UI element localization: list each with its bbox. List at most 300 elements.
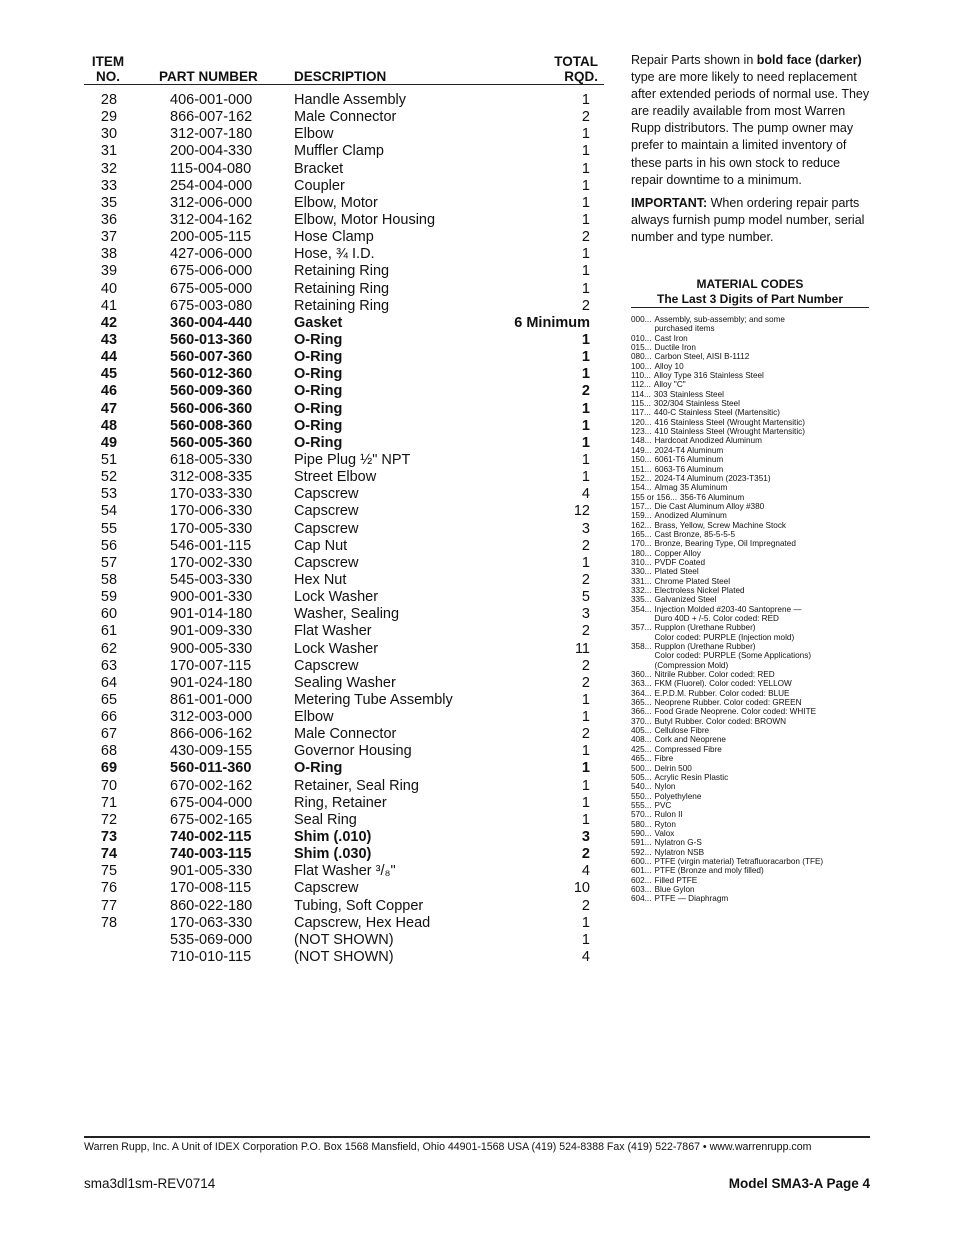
parts-table-body [84,92,604,966]
quantity: 3 [581,829,590,846]
table-row [84,898,604,915]
item-number: 30 [100,126,118,143]
item-number: 53 [100,486,118,503]
quantity: 1 [581,143,590,160]
material-code-entry [631,885,869,894]
material-description-line: PTFE — Diaphragm [654,894,729,904]
table-row [84,863,604,880]
item-number: 65 [100,691,118,708]
material-description-line: Color coded: PURPLE (Injection mold) [654,632,795,642]
material-description [652,698,802,707]
material-code-entry [631,642,869,670]
quantity: 1 [581,451,590,468]
quantity: 1 [581,400,590,417]
table-row [84,795,604,812]
material-code: 365... [631,698,652,708]
part-number: 200-004-330 [170,143,253,160]
material-code: 604... [631,894,652,904]
quantity: 1 [581,554,590,571]
item-number: 56 [100,537,118,554]
material-description-line: 440-C Stainless Steel (Martensitic) [653,408,780,418]
table-row [84,246,604,263]
description: Retaining Ring [294,297,390,314]
material-description [652,773,729,782]
material-code: 330... [631,567,652,577]
table-row [84,229,604,246]
item-number: 52 [100,469,118,486]
quantity: 1 [581,194,590,211]
material-description-line: PVDF Coated [654,557,706,567]
part-number: 901-005-330 [170,863,253,880]
table-row [84,332,604,349]
material-description [652,829,675,838]
item-number: 72 [100,811,118,828]
quantity: 1 [581,469,590,486]
material-code-entry [631,577,869,586]
material-description [652,577,731,586]
part-number: 900-001-330 [170,589,253,606]
quantity: 1 [581,349,590,366]
table-row [84,743,604,760]
quantity: 1 [581,366,590,383]
material-code: 115... [631,399,651,409]
item-number: 64 [100,674,118,691]
item-number: 48 [100,417,118,434]
material-description [652,801,672,810]
material-description-line: Nylatron NSB [654,847,705,857]
description: O-Ring [294,349,343,366]
material-code-entry [631,474,869,483]
part-number: 710-010-115 [170,949,252,966]
material-description-line: Carbon Steel, AISI B-1112 [654,352,750,362]
material-code: 000... [631,315,652,324]
material-code: 550... [631,791,652,801]
item-number: 70 [100,777,118,794]
material-description-line: Filled PTFE [654,875,698,885]
material-description-line: PTFE (Bronze and moly filled) [654,866,764,876]
item-number: 45 [100,366,118,383]
table-row [84,452,604,469]
material-description [652,605,802,624]
quantity: 1 [581,177,590,194]
part-number: 618-005-330 [170,451,253,468]
repair-notes [631,52,871,252]
material-description [652,455,724,464]
material-description-line: Butyl Rubber. Color coded: BROWN [654,716,787,726]
description: Elbow, Motor [294,194,378,211]
material-description-line: Nitrile Rubber. Color coded: RED [654,670,775,680]
part-number: 430-009-155 [170,743,253,760]
item-number: 54 [100,503,118,520]
part-number: 866-007-162 [170,109,253,126]
part-number: 560-009-360 [170,383,253,400]
description: Retainer, Seal Ring [294,777,419,794]
part-number: 866-006-162 [170,726,253,743]
material-codes-list [631,315,869,904]
table-row [84,469,604,486]
material-description [652,539,796,548]
material-description-line: Alloy "C" [653,380,686,390]
material-code-entry [631,698,869,707]
item-number: 59 [100,589,118,606]
material-codes-subtitle: The Last 3 Digits of Part Number [631,292,869,308]
quantity: 11 [574,640,590,657]
part-number: 312-004-162 [170,211,253,228]
description: Hose, ¾ I.D. [294,246,375,263]
item-number: 76 [100,880,118,897]
item-number: 51 [100,451,118,468]
part-number: 546-001-115 [170,537,252,554]
parts-list [84,52,604,966]
material-description-line: PTFE (virgin material) Tetrafluoracarbon (TFE) [654,856,824,866]
description: Capscrew [294,880,359,897]
material-description [652,866,764,875]
material-code: 591... [631,838,652,848]
quantity: 1 [581,743,590,760]
table-row [84,589,604,606]
material-description [651,380,686,389]
description: Male Connector [294,726,397,743]
material-description-line: purchased items [654,324,715,334]
item-number: 61 [100,623,118,640]
material-code: 117... [631,408,651,418]
material-description-line: Die Cast Aluminum Alloy #380 [654,501,765,511]
part-number: 560-006-360 [170,400,253,417]
material-description-line: 2024-T4 Aluminum [654,445,724,455]
table-row [84,932,604,949]
quantity: 2 [581,846,590,863]
material-description-line: Duro 40D + /-5. Color coded: RED [654,614,779,623]
part-number: 170-033-330 [170,486,253,503]
material-description [651,408,780,417]
material-code-entry [631,726,869,735]
table-row [84,726,604,743]
quantity: 2 [581,109,590,126]
item-number: 46 [100,383,118,400]
header-description: DESCRIPTION [294,69,387,84]
part-number: 427-006-000 [170,246,253,263]
part-number: 406-001-000 [170,92,253,108]
material-description-line: Alloy Type 316 Stainless Steel [653,371,764,381]
material-code: 010... [631,333,652,343]
part-number: 560-011-360 [170,760,252,777]
quantity: 1 [581,434,590,451]
material-description [652,362,684,371]
material-code: 148... [631,436,652,446]
item-number: 32 [100,160,118,177]
material-code: 015... [631,343,652,353]
material-description [677,493,744,502]
table-row [84,143,604,160]
material-description [652,483,728,492]
material-code-entry [631,894,869,903]
material-code-entry [631,857,869,866]
table-row [84,675,604,692]
description: Coupler [294,177,345,194]
quantity: 1 [581,92,590,108]
material-description [652,623,795,642]
material-description-line: 302/304 Stainless Steel [653,399,740,409]
company-address: Warren Rupp, Inc. A Unit of IDEX Corporation P.O. Box 1568 Mansfield, Ohio 44901-1568 USA (419) 524-8388 Fax (419) 522-7867 • www.warrenrupp.com [84,1141,812,1153]
description: Governor Housing [294,743,412,760]
description: Capscrew [294,503,359,520]
material-description [652,436,762,445]
material-description-line: Hardcoat Anodized Aluminum [654,436,762,446]
material-code: 152... [631,473,652,483]
material-code: 180... [631,548,652,558]
part-number: 170-007-115 [170,657,252,674]
material-description-line: Brass, Yellow, Screw Machine Stock [654,520,787,530]
part-number: 254-004-000 [170,177,253,194]
part-number: 170-005-330 [170,520,253,537]
document-id: sma3dl1sm-REV0714 [84,1176,216,1191]
material-description [652,810,683,819]
material-code: 357... [631,623,652,633]
material-code-entry [631,343,869,352]
item-number: 57 [100,554,118,571]
material-description [652,838,702,847]
part-number: 675-004-000 [170,794,253,811]
item-number: 68 [100,743,118,760]
material-code: 370... [631,716,652,726]
material-code: 366... [631,707,652,717]
description: O-Ring [294,417,343,434]
table-row [84,486,604,503]
part-number: 675-006-000 [170,263,253,280]
part-number: 675-003-080 [170,297,253,314]
part-number: 312-003-000 [170,709,253,726]
material-code-entry [631,549,869,558]
item-number: 38 [100,246,118,263]
material-description [652,315,785,334]
material-code: 335... [631,595,652,605]
item-number: 77 [100,897,118,914]
material-description-line: Color coded: PURPLE (Some Applications) [654,651,812,661]
material-description-line: Fibre [654,754,674,764]
material-description-line: Bronze, Bearing Type, Oil Impregnated [654,539,796,549]
material-code: 331... [631,576,652,586]
material-code: 080... [631,352,652,362]
material-code: 405... [631,726,652,736]
material-description [651,399,740,408]
description: Cap Nut [294,537,348,554]
material-code-entry [631,810,869,819]
header-total-required: TOTAL RQD. [554,54,598,84]
material-description-line: 356-T6 Aluminum [679,492,745,502]
material-code-entry [631,399,869,408]
table-row [84,212,604,229]
table-row [84,126,604,143]
material-code: 408... [631,735,652,745]
material-code: 157... [631,501,652,511]
material-code: 600... [631,856,652,866]
item-number: 66 [100,709,118,726]
material-description [652,642,812,670]
material-description-line: Cellulose Fibre [654,726,710,736]
description: Male Connector [294,109,397,126]
material-description-line: Nylon [654,782,676,792]
material-code-entry [631,848,869,857]
description: Gasket [294,314,343,331]
part-number: 560-005-360 [170,434,253,451]
material-description [652,502,765,511]
material-description [652,446,724,455]
quantity: 1 [581,126,590,143]
description: O-Ring [294,366,343,383]
table-row [84,555,604,572]
material-description [652,745,722,754]
table-row [84,915,604,932]
material-description [652,707,817,716]
material-code: 151... [631,464,652,474]
part-number: 170-006-330 [170,503,253,520]
parts-table-header [84,52,604,85]
material-code: 332... [631,585,652,595]
material-code-entry [631,352,869,361]
table-row [84,641,604,658]
part-number: 170-063-330 [170,914,253,931]
material-code: 120... [631,417,652,427]
description: Lock Washer [294,589,379,606]
table-row [84,383,604,400]
material-code-entry [631,418,869,427]
description: Elbow, Motor Housing [294,211,436,228]
part-number: 560-008-360 [170,417,253,434]
part-number: 901-009-330 [170,623,253,640]
material-description-line: Rupplon (Urethane Rubber) [654,623,756,633]
material-code-entry [631,735,869,744]
table-row [84,195,604,212]
material-description-line: Acrylic Resin Plastic [654,772,729,782]
material-code-entry [631,829,869,838]
part-number: 535-069-000 [170,931,253,948]
material-description-line: Assembly, sub-assembly; and some [654,315,785,324]
part-number: 170-002-330 [170,554,253,571]
quantity: 2 [581,674,590,691]
part-number: 901-024-180 [170,674,253,691]
material-code-entry [631,595,869,604]
quantity: 1 [581,811,590,828]
quantity: 4 [581,486,590,503]
material-code: 110... [631,371,651,381]
description: Flat Washer [294,623,372,640]
item-number: 78 [100,914,118,931]
material-description-line: Nylatron G-S [654,838,702,848]
material-code-entry [631,773,869,782]
material-description [652,717,787,726]
description: Elbow [294,126,334,143]
quantity: 1 [581,331,590,348]
material-description [652,876,698,885]
material-code-entry [631,483,869,492]
material-codes-title: MATERIAL CODES [696,277,804,291]
table-row [84,92,604,109]
table-row [84,778,604,795]
material-code: 354... [631,604,652,614]
material-description-line: 2024-T4 Aluminum (2023-T351) [654,473,771,483]
description: Metering Tube Assembly [294,691,453,708]
material-code: 114... [631,389,651,399]
material-description-line: Plated Steel [654,567,699,577]
material-code-entry [631,586,869,595]
part-number: 560-013-360 [170,331,253,348]
description: O-Ring [294,434,343,451]
item-number: 49 [100,434,118,451]
item-number: 28 [100,92,118,108]
material-description [651,390,724,399]
table-row [84,692,604,709]
table-row [84,349,604,366]
description: Capscrew [294,520,359,537]
quantity: 2 [581,897,590,914]
material-code: 165... [631,529,652,539]
material-code: 603... [631,884,652,894]
description: O-Ring [294,331,343,348]
material-code: 149... [631,445,652,455]
item-number: 62 [100,640,118,657]
quantity: 1 [581,280,590,297]
description: Retaining Ring [294,263,390,280]
material-code: 358... [631,642,652,652]
description: (NOT SHOWN) [294,931,394,948]
material-description-line: Alloy 10 [654,361,684,371]
material-description-line: 410 Stainless Steel (Wrought Martensitic) [654,427,805,437]
material-description-line: 303 Stainless Steel [653,389,724,399]
material-description-line: Injection Molded #203-40 Santoprene — [654,604,802,614]
material-code: 465... [631,754,652,764]
material-description [652,474,771,483]
item-number: 39 [100,263,118,280]
material-code-entry [631,679,869,688]
material-description-line: FKM (Fluorel). Color coded: YELLOW [654,679,792,689]
material-description-line: Copper Alloy [654,548,701,558]
quantity: 4 [581,949,590,966]
table-row [84,606,604,623]
material-description-line: Neoprene Rubber. Color coded: GREEN [654,698,802,708]
quantity: 1 [581,760,590,777]
quantity: 1 [581,709,590,726]
material-code: 363... [631,679,652,689]
material-description-line: Cast Bronze, 85-5-5-5 [654,529,736,539]
item-number: 37 [100,229,118,246]
material-code: 570... [631,810,652,820]
description: (NOT SHOWN) [294,949,394,966]
item-number: 40 [100,280,118,297]
material-code-entry [631,558,869,567]
item-number: 31 [100,143,118,160]
material-description [652,764,692,773]
quantity: 2 [581,537,590,554]
material-code-entry [631,623,869,642]
material-code: 555... [631,800,652,810]
table-row [84,161,604,178]
model-page-number: Model SMA3-A Page 4 [728,1176,870,1191]
material-code-entry [631,689,869,698]
table-row [84,315,604,332]
description: Pipe Plug ½" NPT [294,451,411,468]
material-code-entry [631,745,869,754]
material-code-entry [631,511,869,520]
description: Washer, Sealing [294,606,400,623]
material-description-line: Rulon II [654,810,683,820]
material-code-entry [631,493,869,502]
part-number: 360-004-440 [170,314,253,331]
material-code-entry [631,707,869,716]
material-description-line: Polyethylene [654,791,702,801]
material-code-entry [631,764,869,773]
material-code-entry [631,792,869,801]
part-number: 670-002-162 [170,777,253,794]
